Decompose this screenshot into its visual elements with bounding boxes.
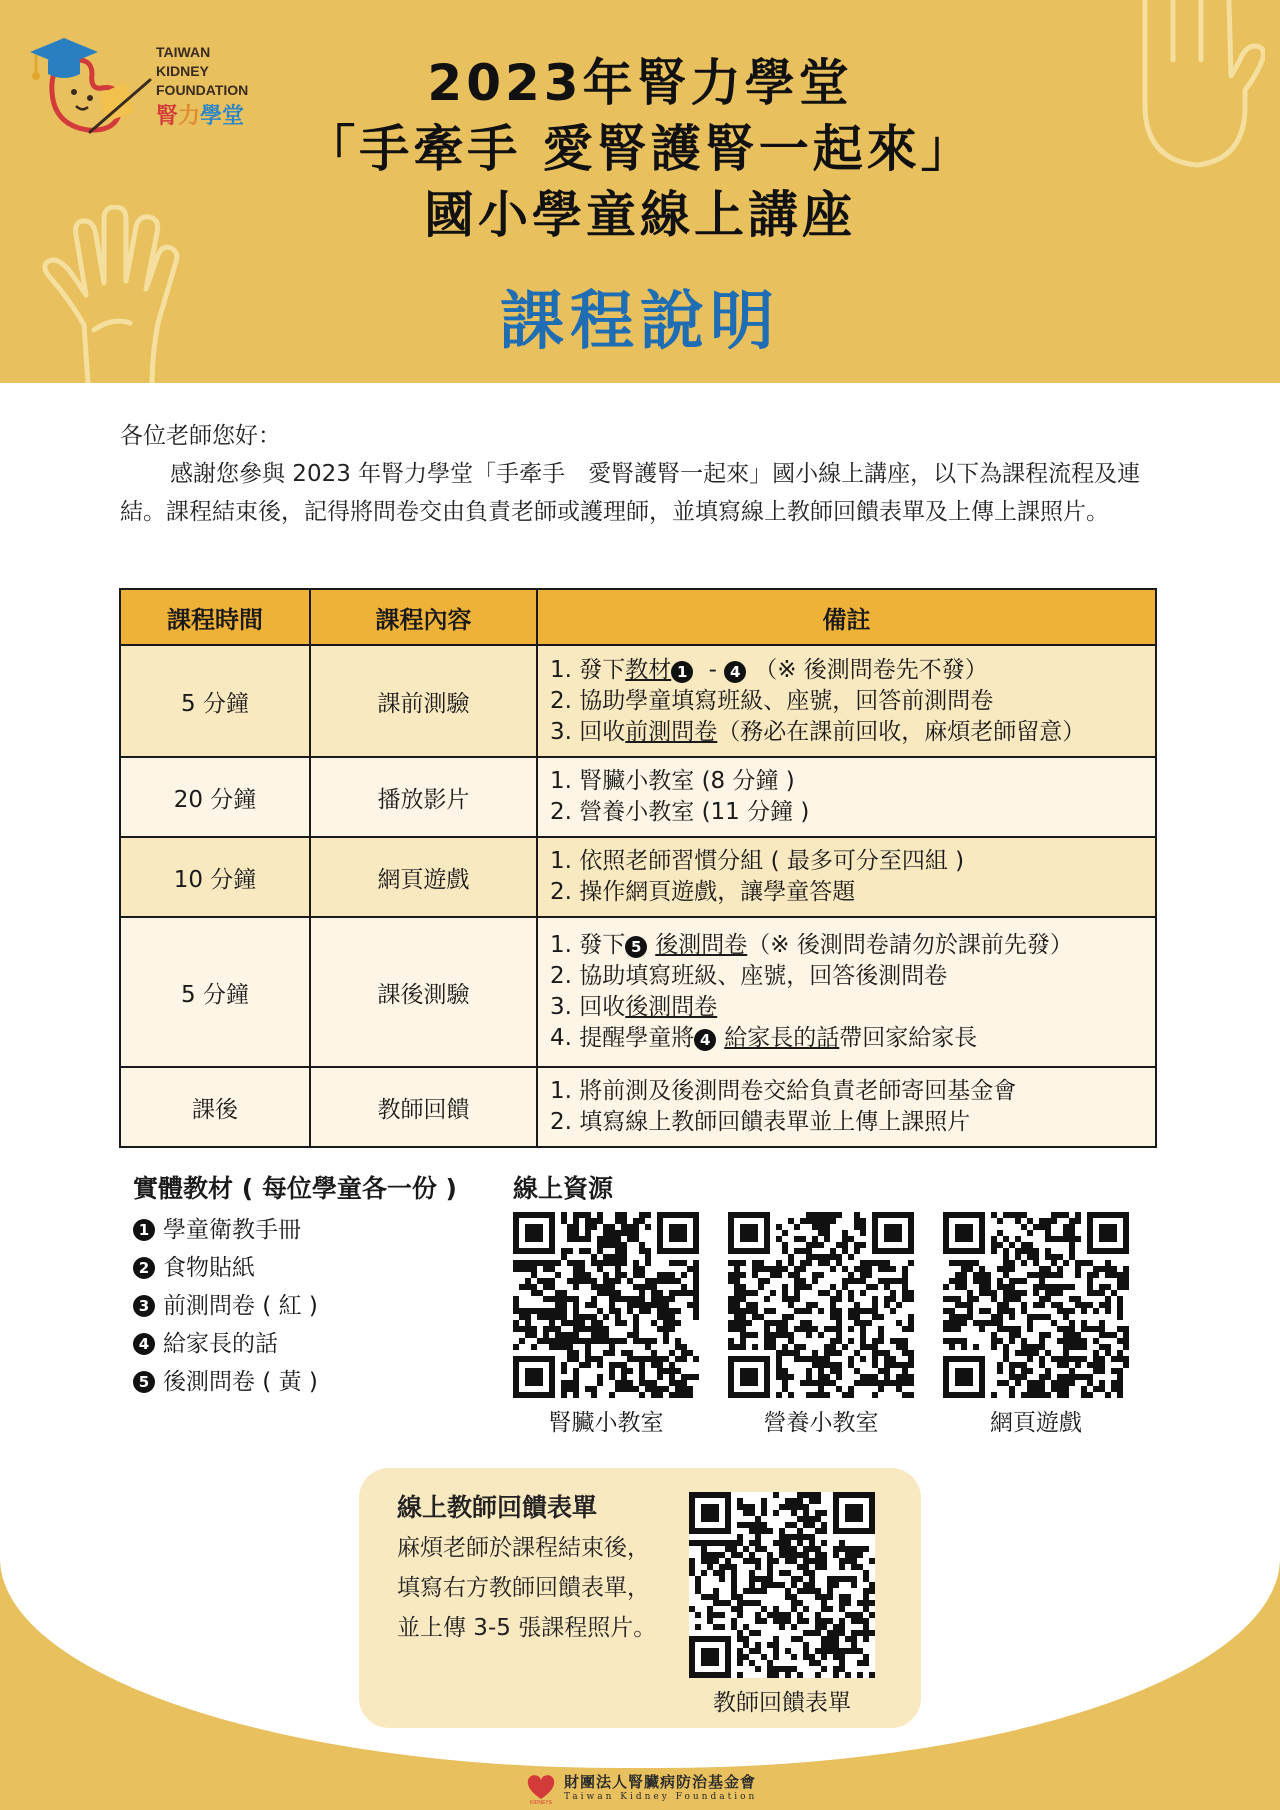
time-cell: 5 分鐘 <box>120 917 310 1067</box>
qr-nutrition-class[interactable] <box>728 1212 914 1437</box>
table-row <box>120 917 1156 1067</box>
notes-cell <box>537 757 1156 837</box>
qr-web-game[interactable] <box>943 1212 1129 1437</box>
note-text: 3. 回收 <box>550 718 626 745</box>
note-underlined: 前測問卷 <box>625 718 718 745</box>
page-subtitle: 課程說明 <box>500 285 780 359</box>
column-header: 課程時間 <box>120 589 310 645</box>
content-cell: 教師回饋 <box>310 1067 537 1147</box>
content-cell: 課前測驗 <box>310 645 537 757</box>
greeting: 各位老師您好： <box>120 423 281 449</box>
note-line: 1. 將前測及後測問卷交給負責老師寄回基金會 <box>550 1078 1017 1104</box>
time-cell: 5 分鐘 <box>120 645 310 757</box>
header <box>0 0 1280 383</box>
material-label: 學童衛教手冊 <box>163 1217 301 1243</box>
number-badge: 3 <box>133 1295 155 1317</box>
logo-en-line: TAIWAN <box>156 44 211 60</box>
material-label: 前測問卷 ( 紅 ) <box>163 1293 318 1319</box>
list-item <box>133 1287 493 1325</box>
note-line: 1. 腎臟小教室 (8 分鐘 ) <box>550 768 795 794</box>
table-row <box>120 837 1156 917</box>
logo-zh-char: 力 <box>178 103 201 128</box>
table-row <box>120 645 1156 757</box>
qr-code-icon[interactable] <box>689 1492 875 1678</box>
title-line: 2023年腎力學堂 <box>427 54 853 112</box>
time-cell: 10 分鐘 <box>120 837 310 917</box>
time-cell: 20 分鐘 <box>120 757 310 837</box>
resources-title: 線上資源 <box>513 1174 614 1203</box>
content-cell: 播放影片 <box>310 757 537 837</box>
footer <box>524 1771 757 1805</box>
note-text: （務必在課前回收，麻煩老師留意） <box>717 718 1086 745</box>
note-underlined: 教材 <box>625 656 672 683</box>
note-text: （※ 後測問卷先不發） <box>754 656 988 683</box>
number-badge: 5 <box>625 936 647 958</box>
note-line: 2. 營養小教室 (11 分鐘 ) <box>550 799 810 825</box>
feedback-card <box>359 1468 921 1728</box>
list-item <box>133 1363 493 1401</box>
qr-kidney-class[interactable] <box>513 1212 699 1437</box>
feedback-line: 麻煩老師於課程結束後， <box>397 1535 650 1561</box>
note-underlined: 給家長的話 <box>724 1025 840 1051</box>
materials-list <box>133 1170 493 1401</box>
feedback-title: 線上教師回饋表單 <box>397 1493 598 1522</box>
footer-logo-mark: KIDNEYS <box>530 1800 552 1805</box>
feedback-text <box>397 1488 656 1648</box>
qr-label: 營養小教室 <box>763 1410 879 1436</box>
note-text: 1. 發下 <box>550 656 626 683</box>
intro-text <box>120 417 1170 531</box>
table-row <box>120 1067 1156 1147</box>
logo-zh-char: 學堂 <box>200 103 245 128</box>
page-title <box>200 50 1080 248</box>
list-item <box>133 1325 493 1363</box>
intro-body: 感謝您參與 2023 年腎力學堂「手牽手 愛腎護腎一起來」國小線上講座，以下為課程流程及連結。課程結束後，記得將問卷交由負責老師或護理師，並填寫線上教師回饋表單及上傳上課照片。 <box>120 461 1141 525</box>
number-badge: 4 <box>694 1029 716 1051</box>
number-badge: 2 <box>133 1257 155 1279</box>
feedback-line: 填寫右方教師回饋表單， <box>397 1575 650 1601</box>
qr-code-icon[interactable] <box>728 1212 914 1398</box>
title-line: 「手牽手 愛腎護腎一起來」 <box>305 120 975 178</box>
note-line <box>550 992 1143 1023</box>
note-line: 2. 協助填寫班級、座號，回答後測問卷 <box>550 963 948 989</box>
number-badge: 1 <box>133 1219 155 1241</box>
notes-cell <box>537 917 1156 1067</box>
note-text: 3. 回收 <box>550 994 626 1020</box>
column-header: 備註 <box>537 589 1156 645</box>
number-badge: 5 <box>133 1371 155 1393</box>
notes-cell <box>537 837 1156 917</box>
qr-code-icon[interactable] <box>513 1212 699 1398</box>
qr-label: 腎臟小教室 <box>548 1410 664 1436</box>
footer-org-zh: 財團法人腎臟病防治基金會 <box>564 1773 757 1791</box>
materials-title: 實體教材 ( 每位學童各一份 ) <box>133 1174 457 1203</box>
note-line: 2. 填寫線上教師回饋表單並上傳上課照片 <box>550 1109 971 1135</box>
title-line: 國小學童線上講座 <box>424 186 856 244</box>
feedback-line: 並上傳 3-5 張課程照片。 <box>397 1615 657 1641</box>
table-row <box>120 757 1156 837</box>
number-badge: 1 <box>671 661 693 683</box>
qr-label: 教師回饋表單 <box>713 1690 851 1716</box>
right-hand-icon <box>1125 0 1265 170</box>
time-cell: 課後 <box>120 1067 310 1147</box>
footer-org-en: Taiwan Kidney Foundation <box>564 1792 758 1802</box>
note-line: 1. 依照老師習慣分組 ( 最多可分至四組 ) <box>550 848 965 874</box>
qr-feedback-form[interactable] <box>689 1492 875 1717</box>
qr-label: 網頁遊戲 <box>990 1410 1082 1436</box>
note-text: （※ 後測問卷請勿於課前先發） <box>747 932 1073 958</box>
list-item <box>133 1211 493 1249</box>
note-text: - <box>701 656 725 683</box>
heart-logo-icon <box>524 1771 558 1805</box>
note-line: 2. 操作網頁遊戲，讓學童答題 <box>550 879 856 905</box>
column-header: 課程內容 <box>310 589 537 645</box>
logo-zh-char: 腎 <box>156 103 179 128</box>
content-cell: 課後測驗 <box>310 917 537 1067</box>
number-badge: 4 <box>724 661 746 683</box>
note-line <box>550 655 1143 686</box>
footer-org <box>564 1773 757 1803</box>
note-text: 1. 發下 <box>550 932 626 958</box>
qr-code-icon[interactable] <box>943 1212 1129 1398</box>
content-cell: 網頁遊戲 <box>310 837 537 917</box>
logo-en-line: KIDNEY <box>156 63 209 79</box>
note-line: 2. 協助學童填寫班級、座號，回答前測問卷 <box>550 687 994 714</box>
notes-cell <box>537 1067 1156 1147</box>
material-label: 後測問卷 ( 黃 ) <box>163 1369 318 1395</box>
kidney-mascot-icon <box>30 30 155 145</box>
note-underlined: 後測問卷 <box>625 994 718 1020</box>
note-line <box>550 717 1143 748</box>
note-text: 帶回家給家長 <box>839 1025 978 1051</box>
logo-en-line: FOUNDATION <box>156 82 249 98</box>
note-text: 4. 提醒學童將 <box>550 1025 695 1051</box>
table-header-row <box>120 589 1156 645</box>
note-line <box>550 1023 1143 1054</box>
schedule-table <box>119 588 1157 1148</box>
material-label: 給家長的話 <box>163 1331 278 1357</box>
list-item <box>133 1249 493 1287</box>
material-label: 食物貼紙 <box>163 1255 255 1281</box>
notes-cell <box>537 645 1156 757</box>
number-badge: 4 <box>133 1333 155 1355</box>
note-line <box>550 930 1143 961</box>
note-underlined: 後測問卷 <box>655 932 748 958</box>
